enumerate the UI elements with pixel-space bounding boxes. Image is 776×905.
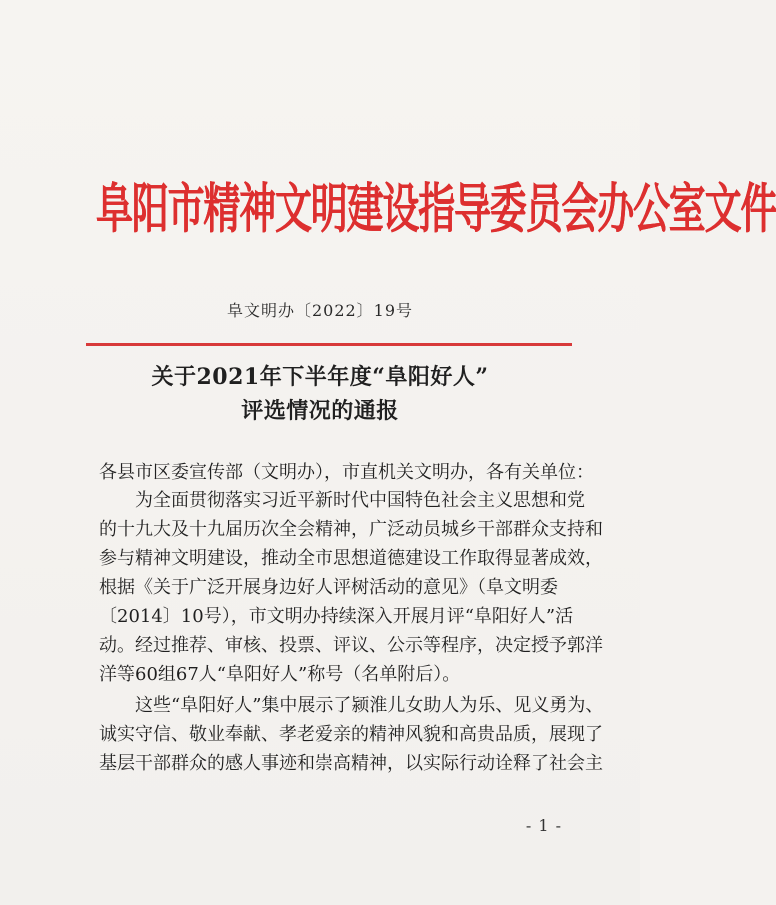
paragraph-2-line-3: 基层干部群众的感人事迹和崇高精神，以实际行动诠释了社会主 bbox=[99, 753, 603, 774]
document-header-title: 阜阳市精神文明建设指导委员会办公室文件 bbox=[96, 176, 776, 240]
paragraph-1-line-7: 洋等60组67人“阜阳好人”称号（名单附后）。 bbox=[99, 664, 461, 685]
paragraph-2-line-2: 诚实守信、敬业奉献、孝老爱亲的精神风貌和高贵品质，展现了 bbox=[99, 724, 603, 745]
paragraph-2-line-1: 这些“阜阳好人”集中展示了颍淮儿女助人为乐、见义勇为、 bbox=[135, 695, 604, 716]
paragraph-1-line-6: 动。经过推荐、审核、投票、评议、公示等程序，决定授予郭洋 bbox=[99, 635, 603, 656]
red-divider-line bbox=[86, 343, 572, 346]
paragraph-1-line-5: 〔2014〕10号），市文明办持续深入开展月评“阜阳好人”活 bbox=[99, 606, 574, 627]
paragraph-1-line-1: 为全面贯彻落实习近平新时代中国特色社会主义思想和党 bbox=[135, 490, 585, 511]
paragraph-1-line-4: 根据《关于广泛开展身边好人评树活动的意见》（阜文明委 bbox=[99, 577, 558, 598]
paragraph-1-line-3: 参与精神文明建设，推动全市思想道德建设工作取得显著成效， bbox=[99, 548, 603, 569]
document-number: 阜文明办〔2022〕19号 bbox=[226, 301, 414, 320]
page-number: - 1 - bbox=[525, 816, 562, 835]
notice-title-line-2: 评选情况的通报 bbox=[241, 398, 399, 424]
paragraph-1-line-2: 的十九大及十九届历次全会精神，广泛动员城乡干部群众支持和 bbox=[99, 519, 603, 540]
notice-title-line-1: 关于2021年下半年度“阜阳好人” bbox=[151, 364, 489, 390]
salutation: 各县市区委宣传部（文明办），市直机关文明办，各有关单位： bbox=[99, 462, 594, 483]
